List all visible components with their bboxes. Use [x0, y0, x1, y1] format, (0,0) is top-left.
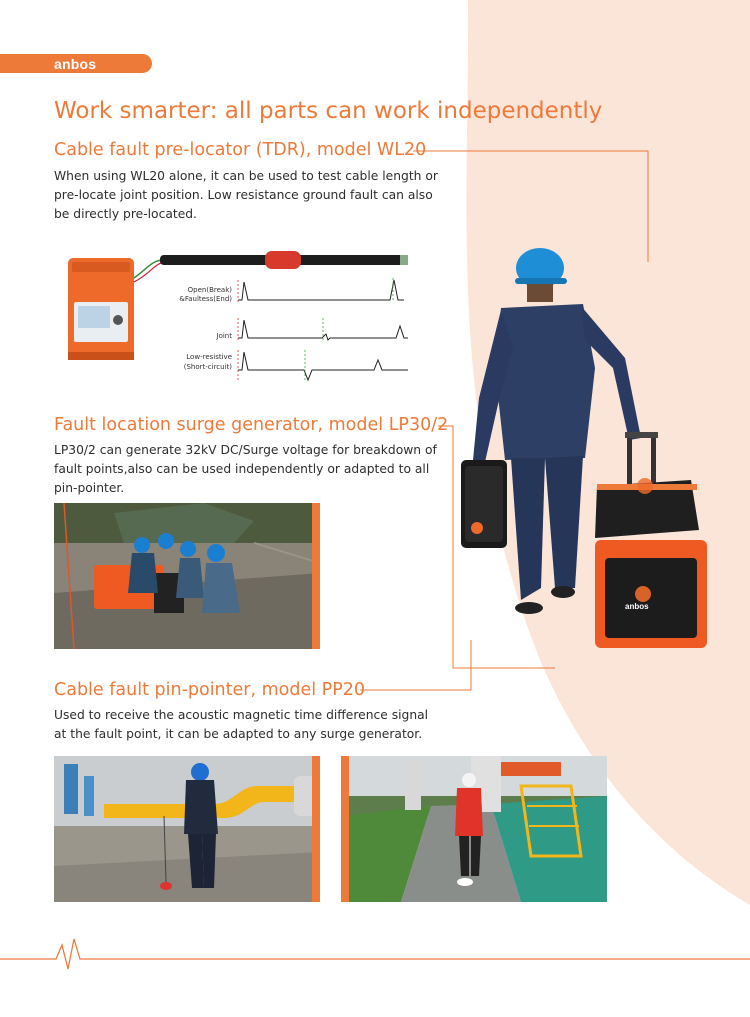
section-text-wl20: When using WL20 alone, it can be used to test cable length or pre-locate joint position. Low resistance ground fault can also be directly pre-located. [54, 169, 438, 221]
section-text-lp30: LP30/2 can generate 32kV DC/Surge voltage for breakdown of fault points,also can be used independently or adapted to all pin-pointer. [54, 443, 437, 495]
tdr-diagram [60, 248, 420, 386]
section-title-pp20: Cable fault pin-pointer, model PP20 [54, 680, 366, 700]
label-open: Open(Break) [187, 286, 232, 294]
section-title-wl20: Cable fault pre-locator (TDR), model WL20 [54, 140, 427, 160]
worker-with-equipment [455, 248, 715, 653]
label-low-resistive: Low-resistive [186, 353, 232, 361]
photo-pipe-site [54, 756, 320, 902]
footer-ecg-line [0, 935, 750, 975]
section-title-lp30: Fault location surge generator, model LP30/2 [54, 415, 449, 435]
brand-logo [0, 54, 152, 73]
label-joint: Joint [216, 332, 232, 340]
label-short-circuit: (Short-circuit) [183, 363, 232, 371]
section-text-pp20: Used to receive the acoustic magnetic time difference signal at the fault point, it can be adapted to any surge generator. [54, 708, 429, 741]
bag-logo-text: anbos [625, 602, 649, 611]
logo-text: anbos [54, 55, 97, 72]
page-title: Work smarter: all parts can work independently [54, 98, 603, 124]
label-faultless: &Faultess(End) [179, 295, 232, 303]
photo-walkway-site [341, 756, 607, 902]
photo-surge-generator [54, 503, 320, 649]
